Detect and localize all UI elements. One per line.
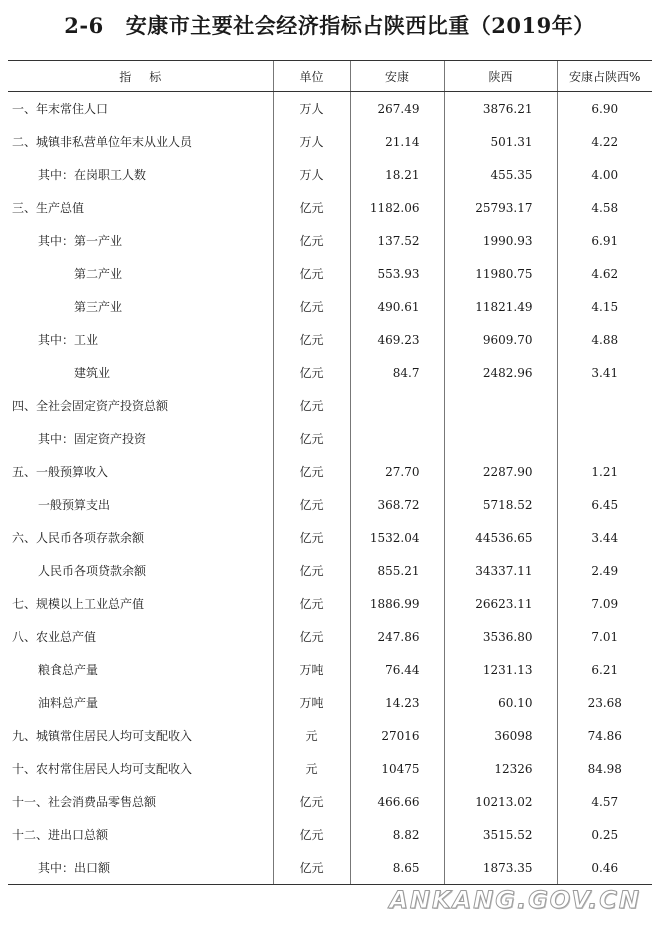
row-ratio-value: 6.21 bbox=[557, 653, 652, 686]
row-unit: 亿元 bbox=[273, 488, 350, 521]
row-shaanxi-value: 1873.35 bbox=[444, 851, 557, 885]
row-ratio-value: 4.58 bbox=[557, 191, 652, 224]
row-shaanxi-value: 12326 bbox=[444, 752, 557, 785]
table-row bbox=[8, 455, 652, 488]
row-ratio-value: 1.21 bbox=[557, 455, 652, 488]
row-unit: 亿元 bbox=[273, 521, 350, 554]
row-label: 其中：在岗职工人数 bbox=[38, 168, 147, 182]
header-ankang: 安康 bbox=[350, 61, 444, 92]
row-ratio-value: 23.68 bbox=[557, 686, 652, 719]
row-ankang-value: 267.49 bbox=[350, 92, 444, 126]
table-header-row bbox=[8, 61, 652, 92]
header-indicator: 指标 bbox=[8, 61, 273, 92]
table-row bbox=[8, 389, 652, 422]
row-ankang-value: 14.23 bbox=[350, 686, 444, 719]
row-unit: 元 bbox=[273, 752, 350, 785]
row-label: 四、全社会固定资产投资总额 bbox=[12, 399, 169, 413]
row-ankang-value bbox=[350, 422, 444, 455]
row-shaanxi-value: 44536.65 bbox=[444, 521, 557, 554]
table-row bbox=[8, 620, 652, 653]
row-label: 十二、进出口总额 bbox=[12, 828, 109, 842]
row-ankang-value: 368.72 bbox=[350, 488, 444, 521]
row-ratio-value: 4.00 bbox=[557, 158, 652, 191]
row-ankang-value: 469.23 bbox=[350, 323, 444, 356]
row-ankang-value: 27.70 bbox=[350, 455, 444, 488]
row-unit: 亿元 bbox=[273, 422, 350, 455]
row-unit: 亿元 bbox=[273, 257, 350, 290]
row-unit: 亿元 bbox=[273, 851, 350, 885]
row-unit: 亿元 bbox=[273, 785, 350, 818]
table-number: 2-6 bbox=[64, 13, 104, 38]
row-ankang-value: 1886.99 bbox=[350, 587, 444, 620]
row-label: 三、生产总值 bbox=[12, 201, 85, 215]
row-label: 其中：固定资产投资 bbox=[38, 432, 147, 446]
table-row bbox=[8, 125, 652, 158]
header-shaanxi: 陕西 bbox=[444, 61, 557, 92]
row-shaanxi-value: 1231.13 bbox=[444, 653, 557, 686]
table-row bbox=[8, 521, 652, 554]
row-shaanxi-value: 34337.11 bbox=[444, 554, 557, 587]
table-row bbox=[8, 554, 652, 587]
row-ratio-value: 74.86 bbox=[557, 719, 652, 752]
table-row bbox=[8, 686, 652, 719]
row-unit: 亿元 bbox=[273, 356, 350, 389]
table-row bbox=[8, 818, 652, 851]
row-unit: 亿元 bbox=[273, 224, 350, 257]
row-label: 其中：第一产业 bbox=[38, 234, 123, 248]
row-unit: 亿元 bbox=[273, 554, 350, 587]
row-ankang-value: 10475 bbox=[350, 752, 444, 785]
row-label: 二、城镇非私营单位年末从业人员 bbox=[12, 135, 193, 149]
row-unit: 亿元 bbox=[273, 389, 350, 422]
row-unit: 元 bbox=[273, 719, 350, 752]
row-label: 一、年末常住人口 bbox=[12, 102, 109, 116]
row-ratio-value: 3.44 bbox=[557, 521, 652, 554]
row-ankang-value: 1532.04 bbox=[350, 521, 444, 554]
watermark: ANKANG.GOV.CN bbox=[389, 886, 641, 914]
row-ratio-value: 4.15 bbox=[557, 290, 652, 323]
row-shaanxi-value: 2287.90 bbox=[444, 455, 557, 488]
row-label: 十、农村常住居民人均可支配收入 bbox=[12, 762, 193, 776]
row-shaanxi-value: 455.35 bbox=[444, 158, 557, 191]
page-title bbox=[0, 10, 659, 40]
statistics-table bbox=[8, 60, 652, 885]
header-ratio: 安康占陕西% bbox=[557, 61, 652, 92]
row-label: 其中：工业 bbox=[38, 333, 99, 347]
row-label: 九、城镇常住居民人均可支配收入 bbox=[12, 729, 193, 743]
row-shaanxi-value: 3876.21 bbox=[444, 92, 557, 126]
row-unit: 亿元 bbox=[273, 620, 350, 653]
row-ratio-value: 6.91 bbox=[557, 224, 652, 257]
row-ankang-value bbox=[350, 389, 444, 422]
row-label: 八、农业总产值 bbox=[12, 630, 97, 644]
table-title: 安康市主要社会经济指标占陕西比重（2019年） bbox=[125, 13, 595, 38]
row-shaanxi-value: 3536.80 bbox=[444, 620, 557, 653]
row-ankang-value: 553.93 bbox=[350, 257, 444, 290]
row-shaanxi-value bbox=[444, 422, 557, 455]
row-ratio-value: 0.46 bbox=[557, 851, 652, 885]
table-row bbox=[8, 851, 652, 885]
row-unit: 亿元 bbox=[273, 455, 350, 488]
row-shaanxi-value: 9609.70 bbox=[444, 323, 557, 356]
row-shaanxi-value: 11821.49 bbox=[444, 290, 557, 323]
row-ratio-value bbox=[557, 422, 652, 455]
row-shaanxi-value: 11980.75 bbox=[444, 257, 557, 290]
row-ankang-value: 84.7 bbox=[350, 356, 444, 389]
row-unit: 亿元 bbox=[273, 290, 350, 323]
table-row bbox=[8, 224, 652, 257]
table-row bbox=[8, 587, 652, 620]
row-ankang-value: 76.44 bbox=[350, 653, 444, 686]
table-row bbox=[8, 719, 652, 752]
row-ratio-value: 4.57 bbox=[557, 785, 652, 818]
row-shaanxi-value: 3515.52 bbox=[444, 818, 557, 851]
row-ankang-value: 21.14 bbox=[350, 125, 444, 158]
row-shaanxi-value bbox=[444, 389, 557, 422]
row-ratio-value: 4.88 bbox=[557, 323, 652, 356]
table-row bbox=[8, 752, 652, 785]
row-label: 一般预算支出 bbox=[38, 498, 111, 512]
row-ankang-value: 8.65 bbox=[350, 851, 444, 885]
table-row bbox=[8, 257, 652, 290]
row-shaanxi-value: 5718.52 bbox=[444, 488, 557, 521]
row-ankang-value: 137.52 bbox=[350, 224, 444, 257]
row-ratio-value: 84.98 bbox=[557, 752, 652, 785]
table-row bbox=[8, 488, 652, 521]
row-unit: 亿元 bbox=[273, 191, 350, 224]
row-label: 第三产业 bbox=[74, 300, 123, 314]
row-ankang-value: 855.21 bbox=[350, 554, 444, 587]
row-unit: 万吨 bbox=[273, 653, 350, 686]
row-shaanxi-value: 26623.11 bbox=[444, 587, 557, 620]
table-row bbox=[8, 191, 652, 224]
row-ratio-value: 7.09 bbox=[557, 587, 652, 620]
row-label: 油料总产量 bbox=[38, 696, 99, 710]
row-ankang-value: 466.66 bbox=[350, 785, 444, 818]
table-row bbox=[8, 422, 652, 455]
row-ankang-value: 27016 bbox=[350, 719, 444, 752]
row-unit: 亿元 bbox=[273, 323, 350, 356]
row-ratio-value: 6.45 bbox=[557, 488, 652, 521]
row-ankang-value: 8.82 bbox=[350, 818, 444, 851]
row-unit: 万吨 bbox=[273, 686, 350, 719]
row-ratio-value bbox=[557, 389, 652, 422]
row-label: 七、规模以上工业总产值 bbox=[12, 597, 145, 611]
row-label: 建筑业 bbox=[74, 366, 111, 380]
table-row bbox=[8, 158, 652, 191]
row-label: 十一、社会消费品零售总额 bbox=[12, 795, 157, 809]
row-label: 人民币各项贷款余额 bbox=[38, 564, 147, 578]
row-ratio-value: 6.90 bbox=[557, 92, 652, 126]
row-unit: 亿元 bbox=[273, 818, 350, 851]
row-unit: 万人 bbox=[273, 158, 350, 191]
row-ankang-value: 18.21 bbox=[350, 158, 444, 191]
row-shaanxi-value: 501.31 bbox=[444, 125, 557, 158]
table-row bbox=[8, 323, 652, 356]
row-label: 其中：出口额 bbox=[8, 851, 273, 885]
row-shaanxi-value: 36098 bbox=[444, 719, 557, 752]
row-unit: 万人 bbox=[273, 92, 350, 126]
row-label: 第二产业 bbox=[74, 267, 123, 281]
table-row bbox=[8, 92, 652, 126]
header-unit: 单位 bbox=[273, 61, 350, 92]
row-unit: 万人 bbox=[273, 125, 350, 158]
row-ankang-value: 490.61 bbox=[350, 290, 444, 323]
table-row bbox=[8, 785, 652, 818]
row-shaanxi-value: 2482.96 bbox=[444, 356, 557, 389]
row-ratio-value: 2.49 bbox=[557, 554, 652, 587]
row-ratio-value: 4.22 bbox=[557, 125, 652, 158]
table-row bbox=[8, 290, 652, 323]
table-row bbox=[8, 653, 652, 686]
row-label: 六、人民币各项存款余额 bbox=[12, 531, 145, 545]
table-body bbox=[8, 92, 652, 885]
row-ratio-value: 3.41 bbox=[557, 356, 652, 389]
row-shaanxi-value: 60.10 bbox=[444, 686, 557, 719]
row-shaanxi-value: 25793.17 bbox=[444, 191, 557, 224]
row-ratio-value: 7.01 bbox=[557, 620, 652, 653]
row-ankang-value: 247.86 bbox=[350, 620, 444, 653]
row-shaanxi-value: 1990.93 bbox=[444, 224, 557, 257]
row-ratio-value: 0.25 bbox=[557, 818, 652, 851]
row-label: 五、一般预算收入 bbox=[12, 465, 109, 479]
row-ankang-value: 1182.06 bbox=[350, 191, 444, 224]
table-row bbox=[8, 356, 652, 389]
row-shaanxi-value: 10213.02 bbox=[444, 785, 557, 818]
row-label: 粮食总产量 bbox=[38, 663, 99, 677]
row-unit: 亿元 bbox=[273, 587, 350, 620]
row-ratio-value: 4.62 bbox=[557, 257, 652, 290]
